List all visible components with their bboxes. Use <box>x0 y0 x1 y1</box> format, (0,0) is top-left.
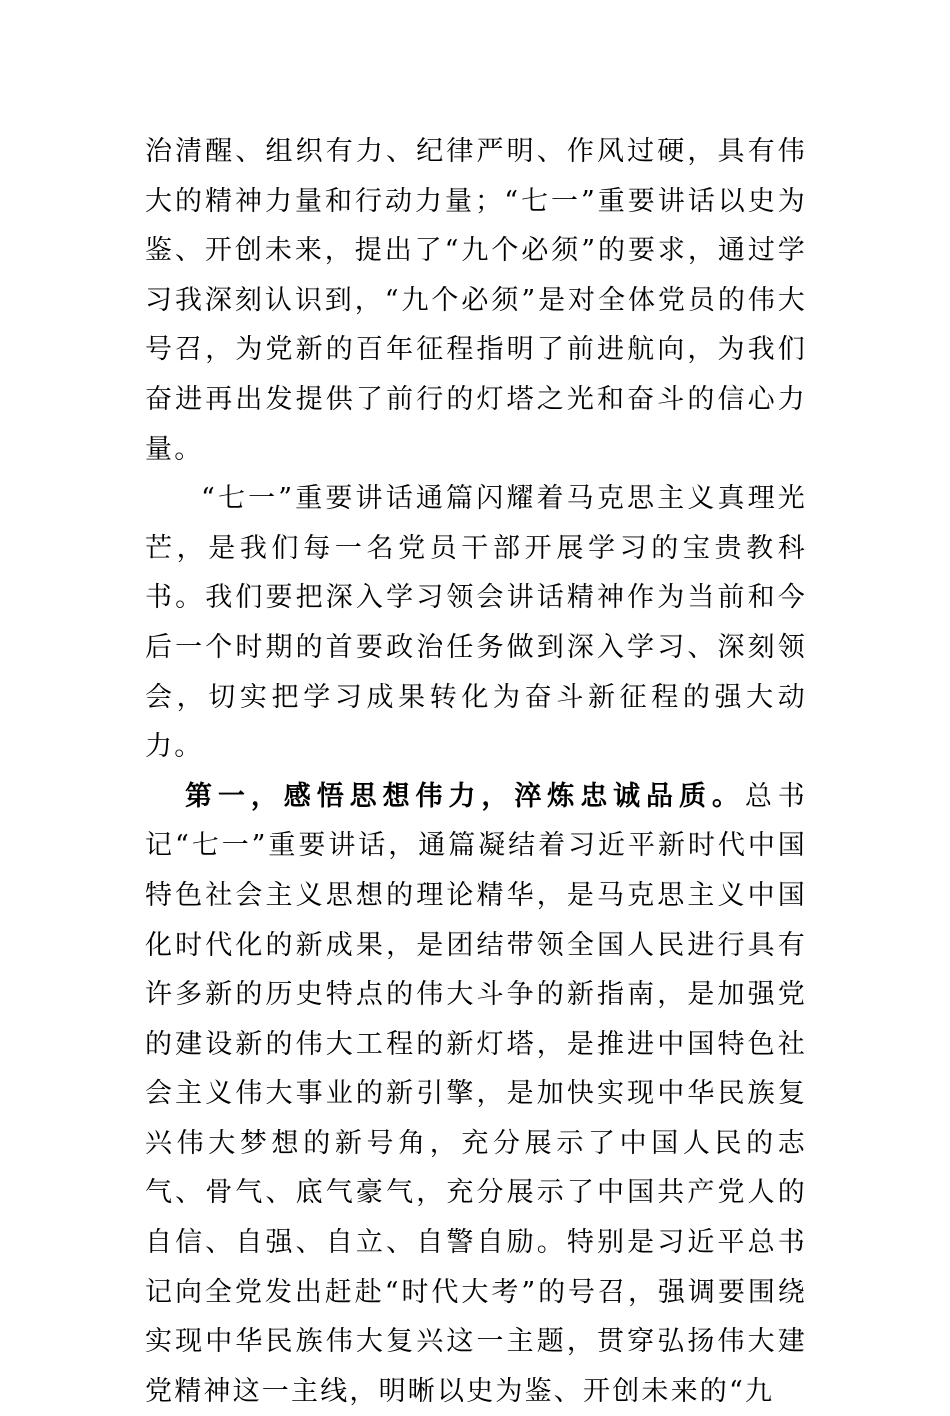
section-body: 总书记“七一”重要讲话，通篇凝结着习近平新时代中国特色社会主义思想的理论精华，是马克思主义中国化时代化的新成果，是团结带领全国人民进行具有许多新的历史特点的伟大斗争的新指南，是加强党的建设新的伟大工程的新灯塔，是推进中国特色社会主义伟大事业的新引擎，是加快实现中华民族复兴伟大梦想的新号角，充分展示了中国人民的志气、骨气、底气豪气，充分展示了中国共产党人的自信、自强、自立、自警自励。特别是习近平总书记向全党发出赶赴“时代大考”的号召，强调要围绕实现中华民族伟大复兴这一主题，贯穿弘扬伟大建党精神这一主线，明晰以史为鉴、开创未来的“九 <box>145 780 807 1407</box>
paragraph-study-guide: “七一”重要讲话通篇闪耀着马克思主义真理光芒，是我们每一名党员干部开展学习的宝贵教科书。我们要把深入学习领会讲话精神作为当前和今后一个时期的首要政治任务做到深入学习、深刻领会，切实把学习成果转化为奋斗新征程的强大动力。 <box>145 483 807 763</box>
paragraph-section-one <box>145 772 807 1416</box>
paragraph-continuation: 治清醒、组织有力、纪律严明、作风过硬，具有伟大的精神力量和行动力量；“七一”重要讲话以史为鉴、开创未来，提出了“九个必须”的要求，通过学习我深刻认识到，“九个必须”是对全体党员的伟大号召，为党新的百年征程指明了前进航向，为我们奋进再出发提供了前行的灯塔之光和奋斗的信心力量。 <box>145 136 807 465</box>
section-heading: 第一，感悟思想伟力，淬炼忠诚品质。 <box>185 780 745 812</box>
document-body <box>145 127 807 1416</box>
